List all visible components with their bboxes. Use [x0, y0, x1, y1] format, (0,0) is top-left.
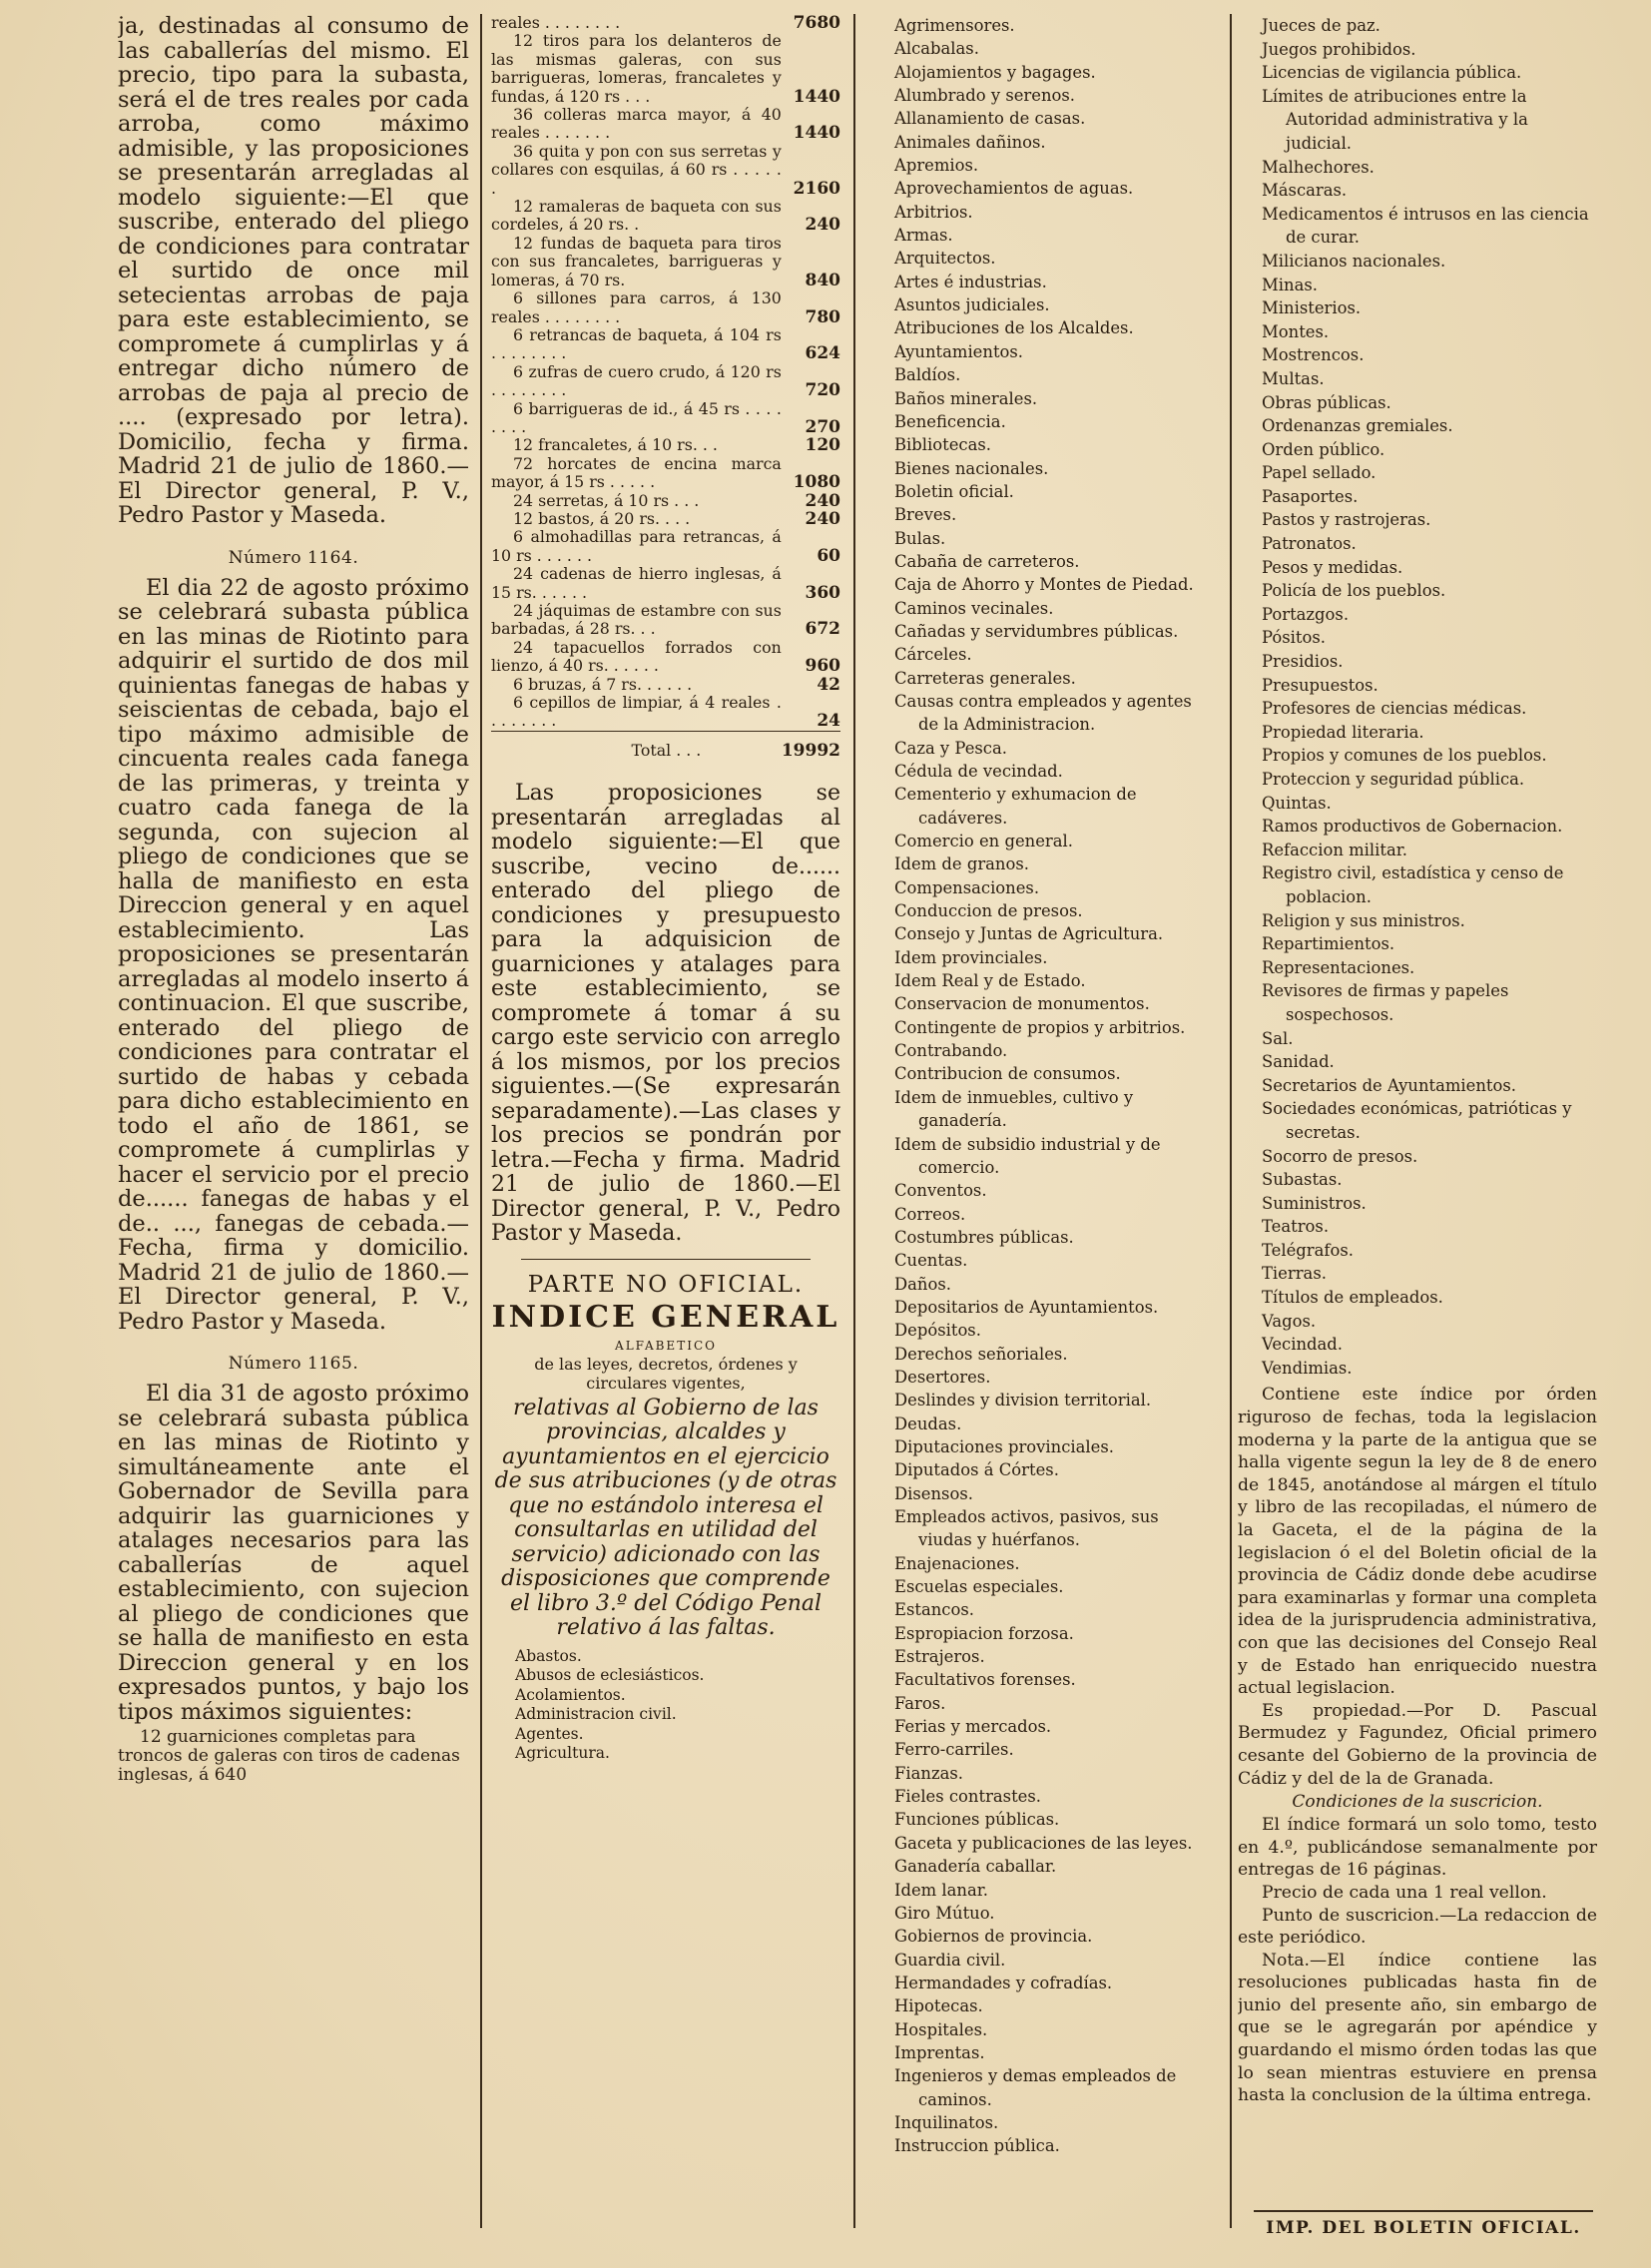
- column-3: [870, 14, 1208, 2228]
- index-entry: Idem de subsidio industrial y de comercio.: [894, 1134, 1161, 1177]
- index-entry: Derechos señoriales.: [894, 1344, 1068, 1364]
- table-row: [491, 565, 840, 602]
- index-list-start: [491, 1647, 840, 1764]
- index-entry: Ferro-carriles.: [894, 1740, 1014, 1760]
- index-entry: Comercio en general.: [894, 832, 1073, 851]
- index-entry: Allanamiento de casas.: [894, 109, 1086, 129]
- item-description: 24 cadenas de hierro inglesas, á 15 rs. . . . . .: [491, 564, 782, 602]
- item-amount: 42: [817, 674, 840, 695]
- index-entry: Registro civil, estadística y censo de poblacion.: [1262, 863, 1564, 906]
- item-amount: 1080: [793, 472, 840, 493]
- index-entry: Estancos.: [894, 1600, 974, 1620]
- item-amount: 7680: [793, 14, 840, 33]
- index-entry: Tierras.: [1262, 1264, 1327, 1284]
- item-amount: 840: [805, 270, 840, 290]
- index-entry: Contingente de propios y arbitrios.: [894, 1017, 1186, 1037]
- index-entry: Revisores de firmas y papeles sospechosos.: [1262, 981, 1509, 1024]
- index-entry: Agrimensores.: [894, 16, 1015, 35]
- table-row: [491, 143, 840, 198]
- index-entry: Límites de atribuciones entre la Autoridad administrativa y la judicial.: [1262, 86, 1528, 153]
- list-item: Abusos de eclesiásticos.: [515, 1666, 705, 1685]
- table-row: [491, 528, 840, 565]
- index-entry: Vecindad.: [1262, 1335, 1343, 1355]
- index-entry: Propios y comunes de los pueblos.: [1262, 746, 1547, 766]
- index-entry: Inquilinatos.: [894, 2112, 999, 2132]
- index-entry: Mostrencos.: [1262, 345, 1365, 365]
- index-entry: Idem de inmuebles, cultivo y ganadería.: [894, 1087, 1134, 1131]
- index-entry: Sal.: [1262, 1028, 1294, 1048]
- index-entry: Escuelas especiales.: [894, 1577, 1064, 1597]
- index-entry: Consejo y Juntas de Agricultura.: [894, 924, 1164, 944]
- notice-1164-text: El dia 22 de agosto próximo se celebrará subasta pública en las minas de Riotinto para adquirir el surtido de dos mil quinientas fanegas de habas y seiscientas de cebada, bajo el tipo máximo admisible de cincuenta reales cada fanega de las primeras, y treinta y cuatro cada fanega de la segunda, con sujecion al pliego de condiciones que se halla de manifiesto en esta Direccion general y en aquel establecimiento. Las proposiciones se presentarán arregladas al modelo inserto á continuacion. El que suscribe, enterado del pliego de condiciones para contratar el surtido de habas y cebada para dicho establecimiento en todo el año de 1861, se compromete á cumplirlas y hacer el servicio por el precio de...... fanegas de habas y el de.. ..., fanegas de cebada.—Fecha, firma y domicilio. Madrid 21 de julio de 1860.—El Director general, P. V., Pedro Pastor y Maseda.: [118, 574, 469, 1335]
- table-total-row: [491, 731, 840, 760]
- index-entry: Correos.: [894, 1204, 966, 1224]
- item-amount: 240: [805, 490, 840, 511]
- table-row: [491, 32, 840, 106]
- item-description: 36 colleras marca mayor, á 40 reales . . . . . . .: [491, 105, 782, 143]
- index-entry: Bulas.: [894, 528, 946, 548]
- index-entry: Ingenieros y demas empleados de caminos.: [894, 2066, 1177, 2109]
- index-entry: Ramos productivos de Gobernacion.: [1262, 817, 1563, 837]
- index-entry: Alojamientos y bagages.: [894, 62, 1096, 82]
- table-row: [491, 289, 840, 326]
- index-entry: Compensaciones.: [894, 877, 1040, 897]
- index-entry: Caja de Ahorro y Montes de Piedad.: [894, 575, 1194, 595]
- index-entry: Presidios.: [1262, 652, 1344, 672]
- index-entry: Repartimientos.: [1262, 934, 1395, 954]
- index-entry: Causas contra empleados y agentes de la Administracion.: [894, 691, 1192, 735]
- index-entry: Subastas.: [1262, 1170, 1343, 1190]
- index-entry: Deslindes y division territorial.: [894, 1391, 1152, 1411]
- index-entry: Sanidad.: [1262, 1052, 1335, 1072]
- item-description: 24 serretas, á 10 rs . . .: [513, 490, 700, 510]
- item-amount: 240: [805, 508, 840, 529]
- index-description: de las leyes, decretos, órdenes y circulares vigentes,: [534, 1354, 798, 1393]
- index-entry: Espropiacion forzosa.: [894, 1623, 1074, 1643]
- index-entry: Imprentas.: [894, 2042, 985, 2062]
- index-entry: Minas.: [1262, 275, 1318, 294]
- index-entry: Asuntos judiciales.: [894, 295, 1050, 315]
- index-entry: Diputaciones provinciales.: [894, 1436, 1114, 1456]
- table-row: [491, 106, 840, 143]
- index-entry: Proteccion y seguridad pública.: [1262, 770, 1525, 789]
- index-entry: Carreteras generales.: [894, 668, 1076, 688]
- index-entry: Beneficencia.: [894, 411, 1006, 431]
- index-entry: Títulos de empleados.: [1262, 1288, 1443, 1308]
- index-entry: Conservacion de monumentos.: [894, 994, 1150, 1014]
- index-entry: Representaciones.: [1262, 957, 1415, 977]
- column-2: [491, 14, 840, 2228]
- index-entry: Conventos.: [894, 1181, 987, 1201]
- index-entry: Hipotecas.: [894, 1996, 983, 2016]
- notice-1163-end: ja, destinadas al consumo de las caballerías del mismo. El precio, tipo para la subasta, será el de tres reales por cada arroba, como máximo admisible, y las proposiciones se presentarán arregladas al modelo siguiente:—El que suscribe, enterado del pliego de condiciones para contratar el surtido de once mil setecientas arrobas de paja para este establecimiento, se compromete á cumplirlas y á entregar dicho número de arrobas de paja al precio de .... (expresado por letra). Domicilio, fecha y firma. Madrid 21 de julio de 1860.—El Director general, P. V., Pedro Pastor y Maseda.: [118, 14, 469, 528]
- index-entry: Licencias de vigilancia pública.: [1262, 63, 1522, 83]
- index-entry: Medicamentos é intrusos en las ciencia de curar.: [1262, 204, 1589, 248]
- index-entry: Bienes nacionales.: [894, 458, 1049, 478]
- subscription-format: El índice formará un solo tomo, testo en 4.º, publicándose semanalmente por entregas de 16 páginas.: [1238, 1815, 1597, 1881]
- index-entry: Telégrafos.: [1262, 1240, 1354, 1260]
- index-entry: Idem de granos.: [894, 854, 1029, 874]
- item-description: 6 sillones para carros, á 130 reales . . . . . . . .: [491, 288, 782, 326]
- index-entry: Hermandades y cofradías.: [894, 1973, 1113, 1992]
- index-entry: Cárceles.: [894, 645, 972, 665]
- index-entry: Hospitales.: [894, 2019, 988, 2039]
- index-entry: Juegos prohibidos.: [1262, 39, 1416, 59]
- index-entry: Orden público.: [1262, 439, 1385, 459]
- index-entry: Ordenanzas gremiales.: [1262, 416, 1453, 436]
- index-entry: Ayuntamientos.: [894, 341, 1024, 361]
- index-entry: Contrabando.: [894, 1041, 1008, 1061]
- subscription-conditions-heading: Condiciones de la suscricion.: [1292, 1792, 1543, 1813]
- index-entry: Presupuestos.: [1262, 675, 1378, 695]
- index-entry: Apremios.: [894, 156, 979, 176]
- item-amount: 672: [805, 619, 840, 640]
- index-entry: Conduccion de presos.: [894, 901, 1083, 921]
- index-entry: Alumbrado y serenos.: [894, 86, 1076, 106]
- item-description: reales . . . . . . . .: [491, 14, 621, 32]
- index-list-j-v: [1238, 14, 1597, 1380]
- index-entry: Breves.: [894, 505, 957, 525]
- index-entry: Gaceta y publicaciones de las leyes.: [894, 1833, 1193, 1853]
- index-entry: Cañadas y servidumbres públicas.: [894, 621, 1179, 641]
- ownership-paragraph: Es propiedad.—Por D. Pascual Bermudez y Fagundez, Oficial primero cesante del Gobierno de la provincia de Cádiz y del de la de Granada.: [1238, 1700, 1597, 1789]
- index-entry: Disensos.: [894, 1483, 973, 1503]
- index-entry: Alcabalas.: [894, 39, 979, 59]
- table-row: [491, 455, 840, 492]
- index-entry: Multas.: [1262, 368, 1325, 388]
- index-entry: Jueces de paz.: [1262, 16, 1380, 35]
- index-title: INDICE GENERAL: [491, 1299, 840, 1335]
- index-entry: Arbitrios.: [894, 202, 973, 222]
- index-entry: Religion y sus ministros.: [1262, 910, 1465, 930]
- index-entry: Deudas.: [894, 1414, 962, 1433]
- item-amount: 624: [805, 343, 840, 364]
- item-description: 72 horcates de encina marca mayor, á 15 rs . . . . .: [491, 453, 782, 492]
- index-italic-description: relativas al Gobierno de las provincias, alcaldes y ayuntamientos en el ejercicio de sus atribuciones (y de otras que no estándolo interesa el consultarlas en utilidad del servicio) adicionado con las disposiciones que comprende el libro 3.º del Código Penal relativo á las faltas.: [494, 1395, 837, 1641]
- index-entry: Atribuciones de los Alcaldes.: [894, 318, 1134, 338]
- item-description: 6 cepillos de limpiar, á 4 reales . . . . . . . .: [491, 693, 782, 731]
- index-entry: Guardia civil.: [894, 1950, 1006, 1970]
- index-entry: Aprovechamientos de aguas.: [894, 179, 1134, 199]
- index-entry: Enajenaciones.: [894, 1553, 1020, 1573]
- index-entry: Fieles contrastes.: [894, 1787, 1041, 1807]
- item-amount: 720: [805, 380, 840, 401]
- index-entry: Depósitos.: [894, 1321, 981, 1341]
- column-4: [1238, 14, 1597, 2228]
- item-description: 12 bastos, á 20 rs. . . .: [513, 508, 691, 528]
- total-label: Total . . .: [491, 731, 782, 760]
- harness-price-table: [491, 14, 840, 760]
- item-amount: 24: [817, 711, 840, 732]
- list-item: Administracion civil.: [515, 1705, 677, 1724]
- index-entry: Facultativos forenses.: [894, 1670, 1076, 1690]
- index-entry: Montes.: [1262, 321, 1330, 341]
- item-amount: 2160: [793, 178, 840, 199]
- table-row: [491, 639, 840, 676]
- index-entry: Idem provinciales.: [894, 947, 1048, 967]
- index-entry: Fianzas.: [894, 1763, 963, 1783]
- item-description: 36 quita y pon con sus serretas y collares con esquilas, á 60 rs . . . . . .: [491, 141, 782, 198]
- subscription-point: Punto de suscricion.—La redaccion de este periódico.: [1238, 1905, 1597, 1949]
- item-description: 6 retrancas de baqueta, á 104 rs . . . . . . . .: [491, 324, 782, 363]
- notice-1165-text: El dia 31 de agosto próximo se celebrará subasta pública en las minas de Riotinto y simultáneamente ante el Gobernador de Sevilla para adquirir las guarniciones y atalages necesarios para las caballerías de aquel establecimiento, con sujecion al pliego de condiciones que se halla de manifiesto en esta Direccion general y en los expresados puntos, y bajo los tipos máximos siguientes:: [118, 1381, 469, 1725]
- item-description: 6 almohadillas para retrancas, á 10 rs . . . . . .: [491, 527, 782, 565]
- table-row: [491, 436, 840, 454]
- index-entry: Vagos.: [1262, 1311, 1317, 1331]
- item-amount: 960: [805, 656, 840, 677]
- column-rule-2: [853, 14, 855, 2228]
- index-entry: Máscaras.: [1262, 181, 1348, 201]
- printer-imprint: IMP. DEL BOLETIN OFICIAL.: [1254, 2210, 1593, 2238]
- table-row: [491, 400, 840, 437]
- index-entry: Artes é industrias.: [894, 272, 1047, 291]
- total-value: 19992: [782, 731, 840, 760]
- column-1: [118, 14, 469, 2228]
- notice-number-1165: Número 1165.: [228, 1354, 359, 1374]
- item-amount: 1440: [793, 123, 840, 144]
- index-entry: Estrajeros.: [894, 1647, 985, 1667]
- notice-number-1164: Número 1164.: [228, 547, 359, 568]
- index-entry: Giro Mútuo.: [894, 1903, 995, 1923]
- index-entry: Arquitectos.: [894, 249, 996, 269]
- item-description: 24 tapacuellos forrados con lienzo, á 40 rs. . . . . .: [491, 637, 782, 676]
- index-entry: Profesores de ciencias médicas.: [1262, 699, 1527, 719]
- index-entry: Obras públicas.: [1262, 392, 1391, 412]
- table-row: [491, 492, 840, 510]
- index-entry: Caza y Pesca.: [894, 738, 1007, 758]
- item-description: 6 bruzas, á 7 rs. . . . . .: [513, 674, 693, 694]
- index-entry: Contribucion de consumos.: [894, 1064, 1121, 1084]
- item-amount: 240: [805, 215, 840, 236]
- index-entry: Malhechores.: [1262, 157, 1375, 177]
- index-entry: Empleados activos, pasivos, sus viudas y huérfanos.: [894, 1507, 1159, 1550]
- column-rule-3: [1230, 14, 1232, 2228]
- index-entry: Propiedad literaria.: [1262, 722, 1424, 742]
- item-description: 6 zufras de cuero crudo, á 120 rs . . . . . . . .: [491, 361, 782, 400]
- index-note: Nota.—El índice contiene las resoluciones publicadas hasta fin de junio del presente año, sin embargo de que se le agregarán por apéndice y guardando el mismo órden todas las que lo sean mientras estuviere en prensa hasta la conclusion de la última entrega.: [1238, 1950, 1597, 2106]
- section-title-parte-no-oficial: PARTE NO OFICIAL.: [527, 1271, 805, 1298]
- index-entry: Armas.: [894, 226, 953, 246]
- index-entry: Depositarios de Ayuntamientos.: [894, 1297, 1159, 1317]
- index-entry: Bibliotecas.: [894, 435, 991, 455]
- proposal-model-text: Las proposiciones se presentarán arregladas al modelo siguiente:—El que suscribe, vecino de...... enterado del pliego de condiciones y presupuesto para la adquisicion de guarniciones y atalages para este establecimiento, se compromete á tomar á su cargo este servicio con arreglo á los mismos, por los precios siguientes.—(Se expresarán separadamente).—Las clases y los precios se pondrán por letra.—Fecha y firma. Madrid 21 de julio de 1860.—El Director general, P. V., Pedro Pastor y Maseda.: [491, 781, 840, 1247]
- list-item: Acolamientos.: [515, 1685, 626, 1704]
- list-item: Agricultura.: [515, 1744, 610, 1763]
- index-entry: Boletin oficial.: [894, 481, 1014, 501]
- item-amount: 120: [805, 435, 840, 456]
- table-row: [491, 602, 840, 639]
- index-entry: Sociedades económicas, patrióticas y secretas.: [1262, 1099, 1572, 1142]
- index-entry: Vendimias.: [1262, 1358, 1353, 1378]
- column-rule-1: [480, 14, 482, 2228]
- index-entry: Socorro de presos.: [1262, 1146, 1418, 1166]
- item-description: 6 barrigueras de id., á 45 rs . . . . . . . .: [491, 398, 782, 436]
- index-entry: Patronatos.: [1262, 534, 1357, 554]
- index-entry: Secretarios de Ayuntamientos.: [1262, 1075, 1516, 1095]
- table-row: [491, 676, 840, 694]
- index-entry: Suministros.: [1262, 1193, 1367, 1213]
- index-entry: Caminos vecinales.: [894, 598, 1054, 618]
- index-entry: Cuentas.: [894, 1251, 968, 1271]
- index-entry: Papel sellado.: [1262, 463, 1376, 483]
- index-entry: Quintas.: [1262, 793, 1332, 813]
- index-entry: Desertores.: [894, 1367, 991, 1387]
- table-row: [491, 326, 840, 363]
- table-row: [491, 198, 840, 235]
- item-description: 24 jáquimas de estambre con sus barbadas, á 28 rs. . .: [491, 601, 782, 639]
- item-amount: 1440: [793, 86, 840, 107]
- index-entry: Ganadería caballar.: [894, 1857, 1057, 1877]
- subscription-price: Precio de cada una 1 real vellon.: [1262, 1882, 1547, 1903]
- index-contents-paragraph: Contiene este índice por órden riguroso de fechas, toda la legislacion moderna y la parte de la antigua que se halla vigente segun la ley de 8 de enero de 1845, anotándose al márgen el título y libro de las recopiladas, el número de la Gaceta, el de la página de la legislacion ó el del Boletin oficial de la provincia de Cádiz donde debe acudirse para examinarlas y formar una completa idea de la jurisprudencia administrativa, con que las decisiones del Consejo Real y de Estado han enriquecido nuestra actual legislacion.: [1238, 1385, 1597, 1699]
- index-entry: Pasaportes.: [1262, 486, 1359, 506]
- index-entry: Faros.: [894, 1693, 946, 1713]
- index-entry: Policía de los pueblos.: [1262, 581, 1446, 601]
- table-row: [491, 14, 840, 32]
- list-item: Agentes.: [515, 1724, 584, 1743]
- index-entry: Pesos y medidas.: [1262, 557, 1403, 577]
- index-entry: Pósitos.: [1262, 628, 1326, 648]
- index-entry: Cabaña de carreteros.: [894, 551, 1080, 571]
- item-description: 12 fundas de baqueta para tiros con sus francaletes, barrigueras y lomeras, á 70 rs.: [491, 233, 782, 289]
- item-amount: 270: [805, 416, 840, 437]
- index-entry: Animales dañinos.: [894, 132, 1046, 152]
- item-description: 12 ramaleras de baqueta con sus cordeles, á 20 rs. .: [491, 197, 782, 235]
- index-entry: Diputados á Córtes.: [894, 1460, 1059, 1480]
- index-entry: Baldíos.: [894, 365, 961, 385]
- table-row: [491, 235, 840, 289]
- index-entry: Portazgos.: [1262, 604, 1350, 624]
- index-entry: Daños.: [894, 1274, 951, 1294]
- index-entry: Idem lanar.: [894, 1880, 989, 1900]
- index-entry: Instruccion pública.: [894, 2136, 1060, 2156]
- index-entry: Funciones públicas.: [894, 1810, 1060, 1830]
- index-list-a-i: [870, 14, 1208, 2158]
- index-entry: Teatros.: [1262, 1217, 1330, 1237]
- item-amount: 780: [805, 306, 840, 327]
- list-item: Abastos.: [515, 1646, 582, 1665]
- index-entry: Baños minerales.: [894, 388, 1038, 408]
- index-entry: Idem Real y de Estado.: [894, 971, 1086, 991]
- notice-1165-first-item: 12 guarniciones completas para troncos de galeras con tiros de cadenas inglesas, á 640: [118, 1727, 460, 1785]
- index-entry: Refaccion militar.: [1262, 840, 1407, 859]
- index-entry: Pastos y rastrojeras.: [1262, 510, 1431, 530]
- index-entry: Cementerio y exhumacion de cadáveres.: [894, 785, 1137, 828]
- index-entry: Costumbres públicas.: [894, 1227, 1074, 1247]
- table-row: [491, 363, 840, 400]
- item-description: 12 tiros para los delanteros de las mismas galeras, con sus barrigueras, lomeras, francaletes y fundas, á 120 rs . . .: [491, 31, 782, 106]
- index-entry: Ministerios.: [1262, 298, 1362, 318]
- index-entry: Ferias y mercados.: [894, 1717, 1052, 1737]
- table-row: [491, 510, 840, 528]
- item-amount: 360: [805, 582, 840, 603]
- section-divider: [521, 1259, 811, 1260]
- item-amount: 60: [817, 545, 840, 566]
- index-entry: Cédula de vecindad.: [894, 762, 1063, 781]
- index-subtitle: ALFABETICO: [615, 1338, 717, 1353]
- table-row: [491, 694, 840, 731]
- index-entry: Gobiernos de provincia.: [894, 1927, 1093, 1947]
- item-description: 12 francaletes, á 10 rs. . .: [513, 435, 718, 455]
- index-entry: Milicianos nacionales.: [1262, 251, 1446, 271]
